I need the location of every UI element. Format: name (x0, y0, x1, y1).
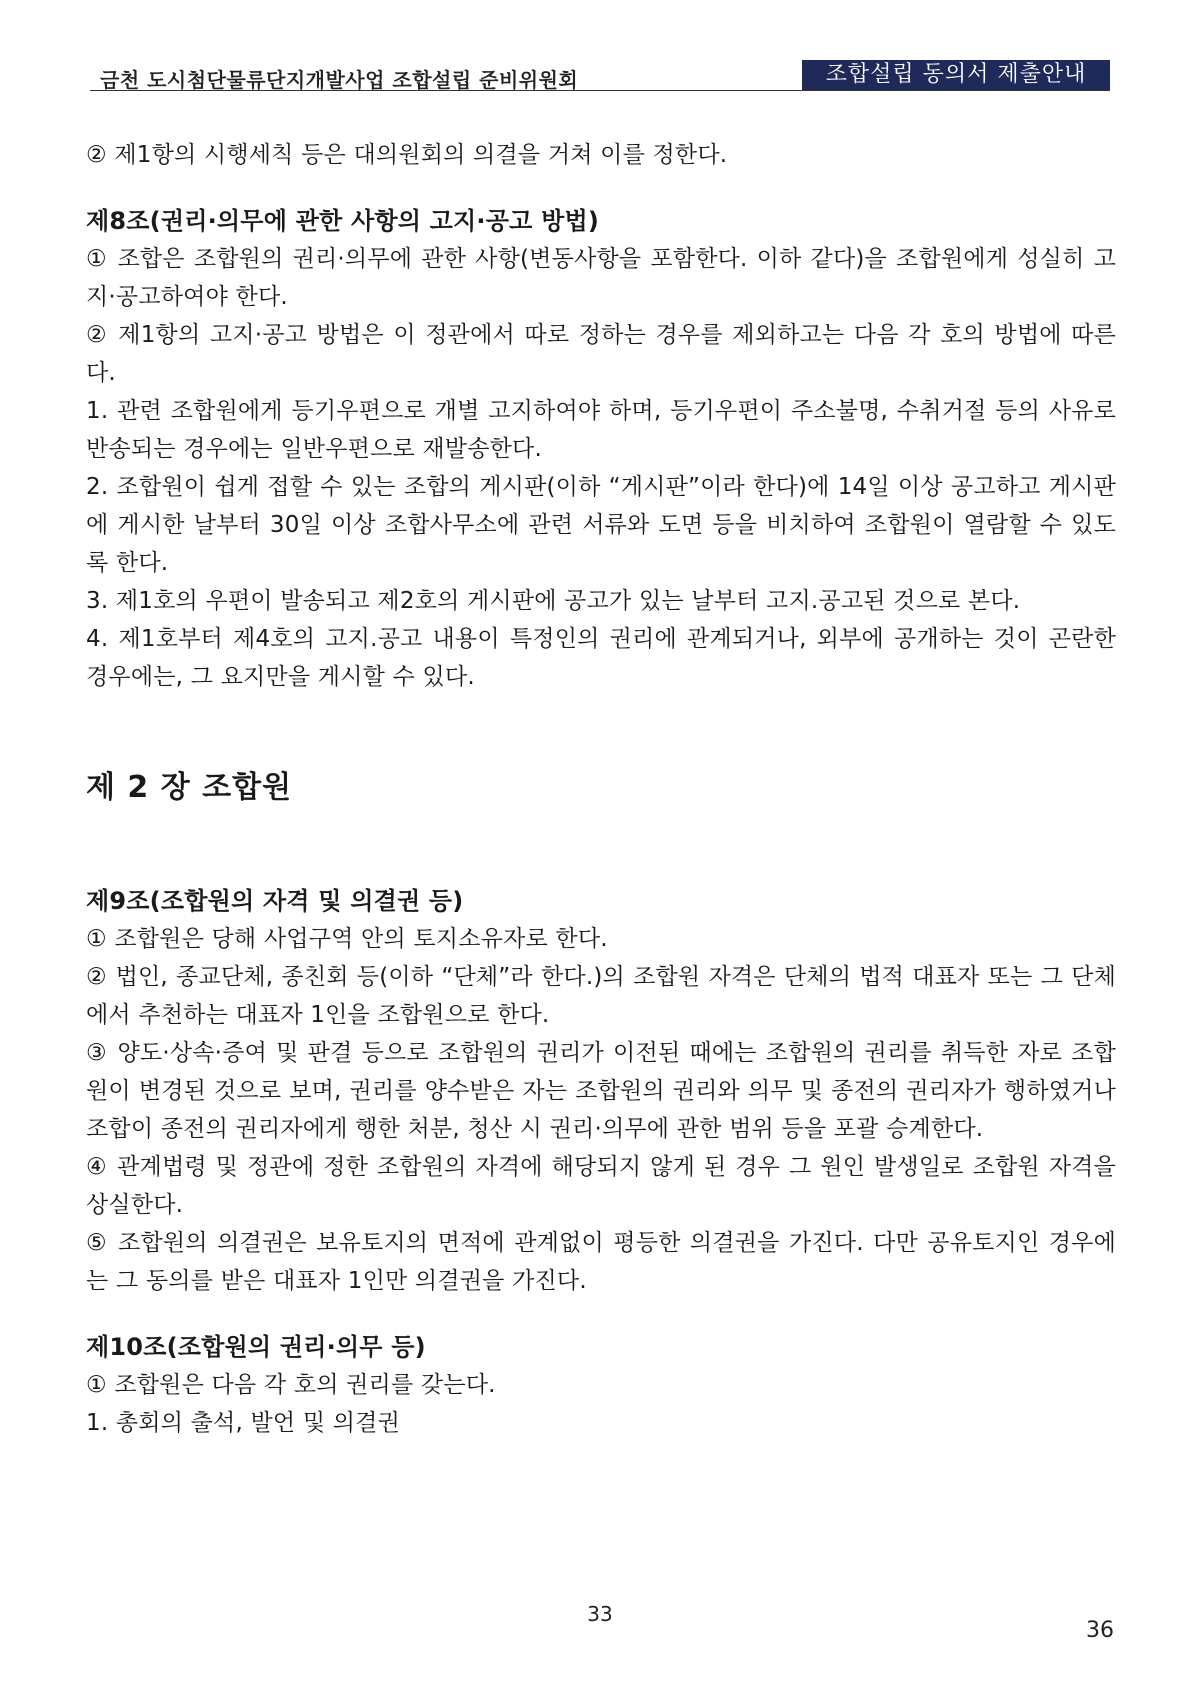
paragraph: ② 제1항의 시행세칙 등은 대의원회의 의결을 거쳐 이를 정한다. (86, 142, 728, 168)
article-8-item: ① 조합은 조합원의 권리·의무에 관한 사항(변동사항을 포함한다. 이하 같다)을 조합원에게 성실히 고지·공고하여야 한다. (86, 246, 1116, 310)
header-badge: 조합설립 동의서 제출안내 (802, 60, 1110, 90)
article-8-item: ② 제1항의 고지·공고 방법은 이 정관에서 따로 정하는 경우를 제외하고는 다음 각 호의 방법에 따른다. (86, 322, 1116, 386)
article-9-item: ⑤ 조합원의 의결권은 보유토지의 면적에 관계없이 평등한 의결권을 가진다. 다만 공유토지인 경우에는 그 동의를 받은 대표자 1인만 의결권을 가진다. (86, 1230, 1116, 1294)
page-header (90, 60, 1110, 91)
article-8-item: 2. 조합원이 쉽게 접할 수 있는 조합의 게시판(이하 “게시판”이라 한다)에 14일 이상 공고하고 게시판에 게시한 날부터 30일 이상 조합사무소에 관련 서류와 도면 등을 비치하여 조합원이 열람할 수 있도록 한다. (86, 474, 1116, 576)
document-page-number: 36 (1086, 1618, 1114, 1643)
article-9-item: ③ 양도·상속·증여 및 판결 등으로 조합원의 권리가 이전된 때에는 조합원의 권리를 취득한 자로 조합원이 변경된 것으로 보며, 권리를 양수받은 자는 조합원의 권리와 의무 및 종전의 권리자가 행하였거나 조합이 종전의 권리자에게 행한 처분, 청산 시 권리·의무에 관한 범위 등을 포괄 승계한다. (86, 1040, 1116, 1142)
page-number: 33 (587, 1602, 613, 1626)
chapter-heading: 제 2 장 조합원 (86, 770, 293, 805)
article-9-item: ① 조합원은 당해 사업구역 안의 토지소유자로 한다. (86, 926, 608, 952)
document-body (86, 136, 1116, 1442)
header-title: 금천 도시첨단물류단지개발사업 조합설립 준비위원회 (100, 68, 579, 92)
article-9-item: ④ 관계법령 및 정관에 정한 조합원의 자격에 해당되지 않게 된 경우 그 원인 발생일로 조합원 자격을 상실한다. (86, 1154, 1116, 1218)
article-8-title: 제8조(권리·의무에 관한 사항의 고지·공고 방법) (86, 207, 600, 235)
article-8-item: 3. 제1호의 우편이 발송되고 제2호의 게시판에 공고가 있는 날부터 고지.공고된 것으로 본다. (86, 588, 1021, 614)
article-9-item: ② 법인, 종교단체, 종친회 등(이하 “단체”라 한다.)의 조합원 자격은 단체의 법적 대표자 또는 그 단체에서 추천하는 대표자 1인을 조합원으로 한다. (86, 964, 1116, 1028)
article-10-item: ① 조합원은 다음 각 호의 권리를 갖는다. (86, 1372, 496, 1398)
article-10-item: 1. 총회의 출석, 발언 및 의결권 (86, 1410, 401, 1436)
article-8-item: 4. 제1호부터 제4호의 고지.공고 내용이 특정인의 권리에 관계되거나, 외부에 공개하는 것이 곤란한 경우에는, 그 요지만을 게시할 수 있다. (86, 626, 1116, 690)
article-8-item: 1. 관련 조합원에게 등기우편으로 개별 고지하여야 하며, 등기우편이 주소불명, 수취거절 등의 사유로 반송되는 경우에는 일반우편으로 재발송한다. (86, 398, 1116, 462)
article-9-title: 제9조(조합원의 자격 및 의결권 등) (86, 887, 464, 915)
article-10-title: 제10조(조합원의 권리·의무 등) (86, 1333, 426, 1361)
